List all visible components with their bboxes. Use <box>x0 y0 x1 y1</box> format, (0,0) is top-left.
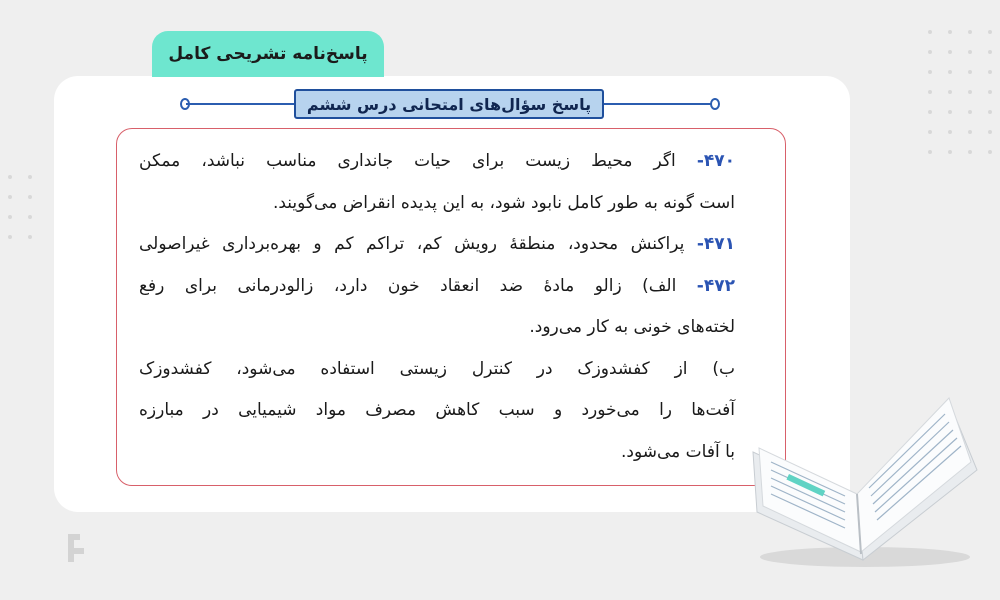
banner-ornament-right <box>604 103 712 105</box>
answer-box <box>116 128 786 486</box>
banner-ornament-cap-right <box>710 98 720 110</box>
banner-ornament-left <box>186 103 294 105</box>
answer-472-line-2: لخته‌های خونی به کار می‌رود. <box>529 317 735 337</box>
answer-472-line-4: آفت‌ها را می‌خورد و سبب کاهش مصرف مواد شیمیایی در مبارزه <box>139 400 735 420</box>
answer-472-line-5: با آفات می‌شود. <box>620 441 735 462</box>
question-number-470: ۴۷۰- <box>696 151 736 171</box>
answer-key-tag: پاسخ‌نامه تشریحی کامل <box>152 31 384 77</box>
section-title-banner: پاسخ سؤال‌های امتحانی درس ششم <box>294 89 604 119</box>
publisher-logo-icon <box>58 528 98 568</box>
decorative-dot-grid-left <box>6 175 32 241</box>
answer-470-line-1: ۴۷۰- اگر محیط زیست برای حیات جانداری مناسب نباشد، ممکن <box>139 151 736 171</box>
question-number-471: ۴۷۱- <box>696 234 736 254</box>
decorative-dot-grid-right <box>926 30 992 156</box>
answer-472-line-1: ۴۷۲- الف) زالو مادهٔ ضد انعقاد خون دارد، زالودرمانی برای رفع <box>139 275 735 296</box>
answer-470-line-2: است گونه به طور کامل نابود شود، به این پدیده انقراض می‌گویند. <box>272 192 735 213</box>
answer-472-line-3: ب) از کفشدوزک در کنترل زیستی استفاده می‌شود، کفشدوزک <box>139 358 735 379</box>
question-number-472: ۴۷۲- <box>696 275 735 296</box>
answer-471-line-1: ۴۷۱- پراکنش محدود، منطقهٔ رویش کم، تراکم کم و بهره‌برداری غیراصولی <box>139 234 736 254</box>
banner-ornament-cap-left <box>180 98 190 110</box>
open-book-illustration <box>745 382 985 572</box>
